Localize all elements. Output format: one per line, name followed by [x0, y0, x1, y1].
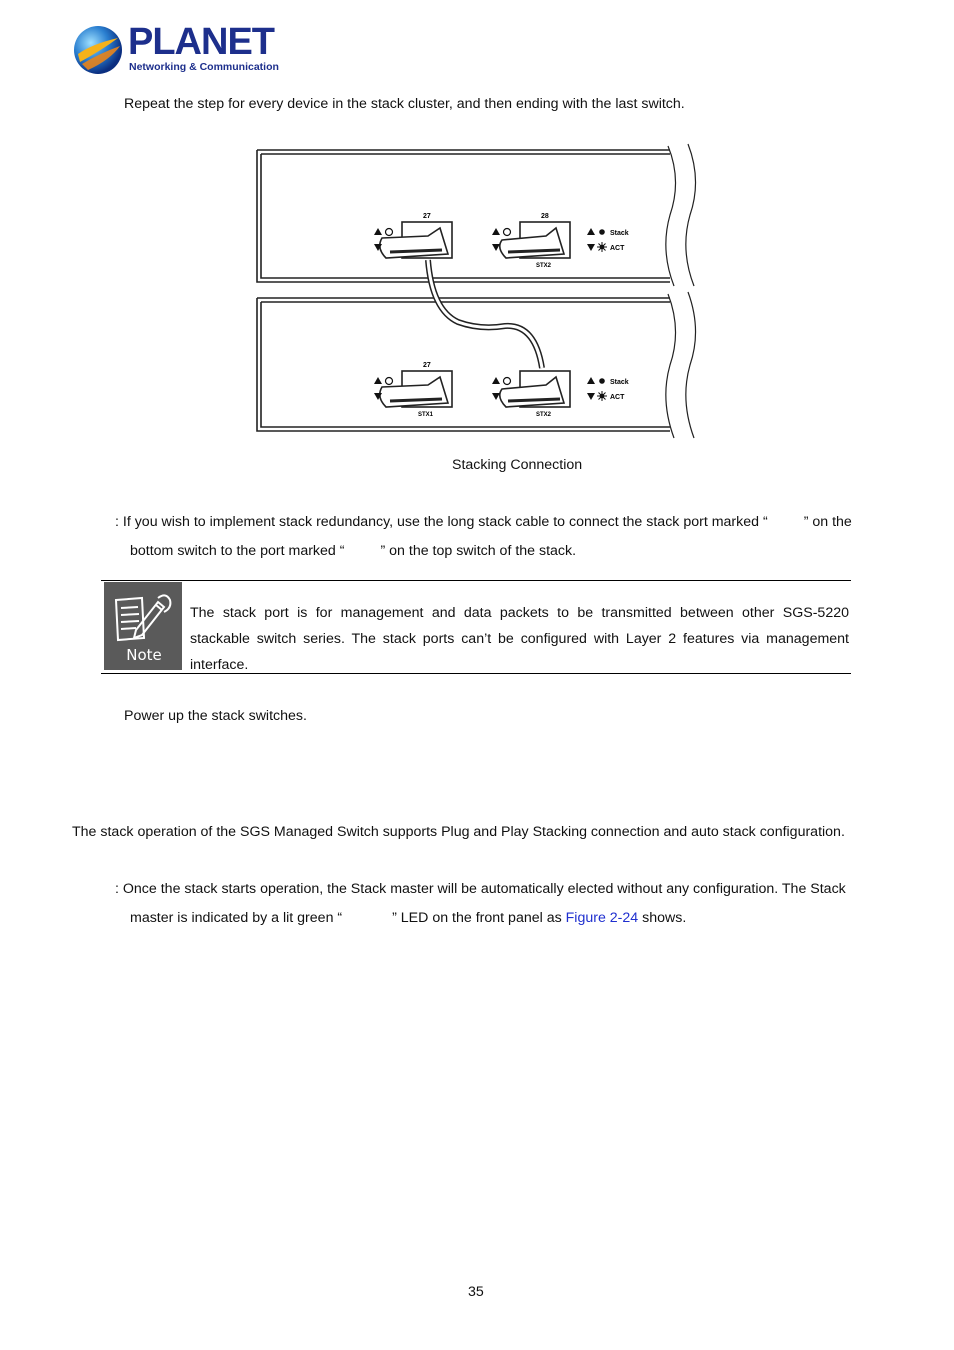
top-port2-label: STX2	[536, 263, 552, 269]
globe-icon	[72, 24, 124, 76]
act-led-icon	[597, 391, 607, 401]
redundancy-line2-end: ” on the top switch of the stack.	[380, 543, 577, 559]
top-status-leds	[587, 228, 629, 252]
note-text: The stack port is for management and data packets to be transmitted between other SGS-5220 stackable switch series. The stack ports can’t be configured with Layer 2 features via management interface.	[190, 605, 849, 673]
bottom-switch	[257, 292, 696, 438]
master-line2-end: shows.	[638, 910, 687, 926]
note-icon-panel	[104, 582, 182, 670]
note-pencil-icon	[112, 592, 174, 644]
act-led-icon	[597, 242, 607, 252]
bottom-port-28	[500, 371, 570, 418]
redundancy-line2-start: bottom switch to the port marked “	[130, 543, 345, 559]
brand-tagline: Networking & Communication	[129, 61, 279, 73]
redundancy-line2	[130, 543, 576, 560]
figure-caption: Stacking Connection	[452, 457, 583, 473]
top-led-act-label: ACT	[610, 245, 625, 252]
redundancy-line1-end: ” on the	[803, 514, 852, 530]
stacking-connection-figure	[250, 140, 705, 445]
step-power-text: Power up the stack switches.	[124, 708, 307, 724]
top-switch	[257, 144, 696, 286]
note-label: Note	[126, 646, 162, 664]
master-line1: : Once the stack starts operation, the Stack master will be automatically elected without any configuration. The Stack	[115, 881, 846, 897]
top-led-stack-label: Stack	[610, 230, 629, 237]
brand-name: PLANET	[128, 21, 274, 63]
bottom-port1-label: STX1	[418, 412, 434, 418]
bottom-led-stack-label: Stack	[610, 379, 629, 386]
figure-2-24-link[interactable]: Figure 2-24	[565, 910, 639, 926]
step-repeat-text: Repeat the step for every device in the stack cluster, and then ending with the last switch.	[124, 96, 685, 112]
redundancy-line1	[115, 514, 852, 531]
master-line2-start: master is indicated by a lit green “	[130, 910, 343, 926]
bottom-status-leds	[587, 377, 629, 401]
top-port2-number: 28	[541, 213, 549, 220]
plug-play-paragraph: The stack operation of the SGS Managed Switch supports Plug and Play Stacking connection and auto stack configuration.	[72, 824, 845, 840]
redundancy-line1-start: : If you wish to implement stack redundancy, use the long stack cable to connect the stack port marked “	[115, 514, 768, 530]
master-line2-mid: ” LED on the front panel as	[392, 910, 566, 926]
bottom-port2-label: STX2	[536, 412, 552, 418]
master-line2	[130, 910, 686, 927]
top-port1-number: 27	[423, 213, 431, 220]
top-port-28	[500, 213, 570, 269]
bottom-led-act-label: ACT	[610, 394, 625, 401]
page-number: 35	[468, 1284, 484, 1300]
bottom-port1-number: 27	[423, 362, 431, 369]
bottom-port-27	[380, 362, 452, 418]
